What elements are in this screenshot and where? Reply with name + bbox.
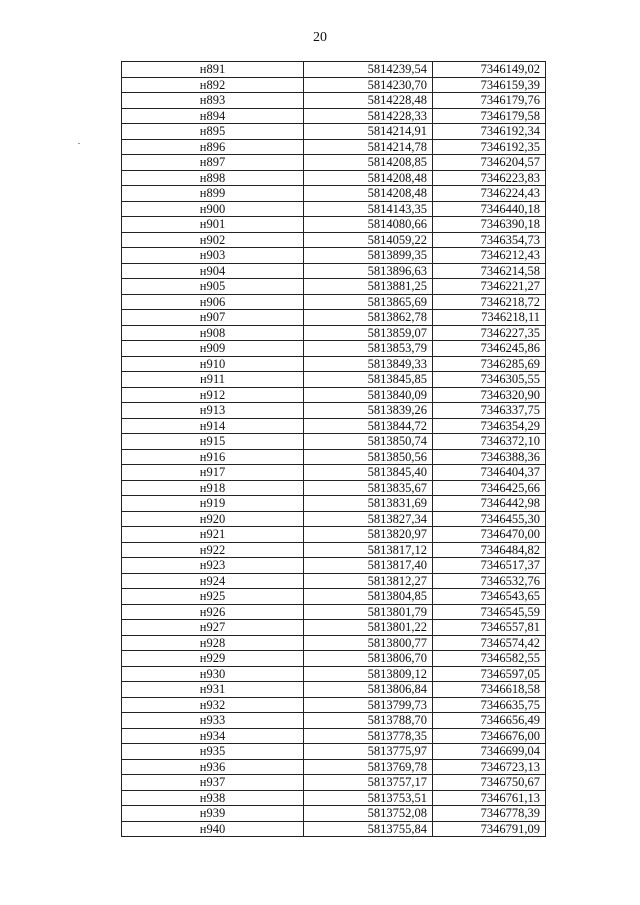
x-coordinate-cell: 5813755,84 xyxy=(304,821,433,837)
x-coordinate-cell: 5813850,74 xyxy=(304,434,433,450)
coordinates-table xyxy=(121,61,546,837)
point-id-cell: н898 xyxy=(122,170,304,186)
table-row xyxy=(122,496,546,512)
y-coordinate-cell: 7346574,42 xyxy=(433,635,546,651)
table-row xyxy=(122,744,546,760)
point-id-cell: н917 xyxy=(122,465,304,481)
table-row xyxy=(122,682,546,698)
point-id-cell: н918 xyxy=(122,480,304,496)
point-id-cell: н933 xyxy=(122,713,304,729)
table-row xyxy=(122,248,546,264)
point-id-cell: н916 xyxy=(122,449,304,465)
point-id-cell: н914 xyxy=(122,418,304,434)
table-row xyxy=(122,62,546,78)
y-coordinate-cell: 7346179,58 xyxy=(433,108,546,124)
y-coordinate-cell: 7346425,66 xyxy=(433,480,546,496)
y-coordinate-cell: 7346204,57 xyxy=(433,155,546,171)
table-row xyxy=(122,279,546,295)
y-coordinate-cell: 7346532,76 xyxy=(433,573,546,589)
table-row xyxy=(122,589,546,605)
x-coordinate-cell: 5813757,17 xyxy=(304,775,433,791)
x-coordinate-cell: 5814239,54 xyxy=(304,62,433,78)
x-coordinate-cell: 5813809,12 xyxy=(304,666,433,682)
x-coordinate-cell: 5813801,22 xyxy=(304,620,433,636)
table-row xyxy=(122,356,546,372)
x-coordinate-cell: 5813835,67 xyxy=(304,480,433,496)
x-coordinate-cell: 5813853,79 xyxy=(304,341,433,357)
x-coordinate-cell: 5813859,07 xyxy=(304,325,433,341)
y-coordinate-cell: 7346218,11 xyxy=(433,310,546,326)
x-coordinate-cell: 5813845,40 xyxy=(304,465,433,481)
x-coordinate-cell: 5813849,33 xyxy=(304,356,433,372)
y-coordinate-cell: 7346245,86 xyxy=(433,341,546,357)
x-coordinate-cell: 5813827,34 xyxy=(304,511,433,527)
y-coordinate-cell: 7346656,49 xyxy=(433,713,546,729)
table-row xyxy=(122,821,546,837)
x-coordinate-cell: 5814208,48 xyxy=(304,186,433,202)
x-coordinate-cell: 5813845,85 xyxy=(304,372,433,388)
point-id-cell: н925 xyxy=(122,589,304,605)
point-id-cell: н905 xyxy=(122,279,304,295)
table-row xyxy=(122,372,546,388)
table-row xyxy=(122,124,546,140)
table-row xyxy=(122,310,546,326)
y-coordinate-cell: 7346149,02 xyxy=(433,62,546,78)
point-id-cell: н919 xyxy=(122,496,304,512)
y-coordinate-cell: 7346212,43 xyxy=(433,248,546,264)
point-id-cell: н908 xyxy=(122,325,304,341)
x-coordinate-cell: 5813778,35 xyxy=(304,728,433,744)
x-coordinate-cell: 5813806,84 xyxy=(304,682,433,698)
x-coordinate-cell: 5814228,48 xyxy=(304,93,433,109)
y-coordinate-cell: 7346545,59 xyxy=(433,604,546,620)
point-id-cell: н894 xyxy=(122,108,304,124)
table-row xyxy=(122,139,546,155)
table-row xyxy=(122,387,546,403)
point-id-cell: н928 xyxy=(122,635,304,651)
table-row xyxy=(122,201,546,217)
y-coordinate-cell: 7346179,76 xyxy=(433,93,546,109)
table-row xyxy=(122,573,546,589)
x-coordinate-cell: 5814059,22 xyxy=(304,232,433,248)
y-coordinate-cell: 7346676,00 xyxy=(433,728,546,744)
point-id-cell: н922 xyxy=(122,542,304,558)
y-coordinate-cell: 7346159,39 xyxy=(433,77,546,93)
y-coordinate-cell: 7346723,13 xyxy=(433,759,546,775)
table-row xyxy=(122,341,546,357)
y-coordinate-cell: 7346557,81 xyxy=(433,620,546,636)
x-coordinate-cell: 5813800,77 xyxy=(304,635,433,651)
table-row xyxy=(122,186,546,202)
table-row xyxy=(122,449,546,465)
y-coordinate-cell: 7346390,18 xyxy=(433,217,546,233)
x-coordinate-cell: 5814080,66 xyxy=(304,217,433,233)
table-row xyxy=(122,651,546,667)
point-id-cell: н934 xyxy=(122,728,304,744)
table-row xyxy=(122,434,546,450)
x-coordinate-cell: 5813806,70 xyxy=(304,651,433,667)
page-number: 20 xyxy=(313,30,327,45)
point-id-cell: н893 xyxy=(122,93,304,109)
table-row xyxy=(122,480,546,496)
y-coordinate-cell: 7346192,34 xyxy=(433,124,546,140)
y-coordinate-cell: 7346305,55 xyxy=(433,372,546,388)
y-coordinate-cell: 7346470,00 xyxy=(433,527,546,543)
x-coordinate-cell: 5813812,27 xyxy=(304,573,433,589)
point-id-cell: н896 xyxy=(122,139,304,155)
table-row xyxy=(122,728,546,744)
scan-speck xyxy=(78,143,80,144)
table-row xyxy=(122,806,546,822)
y-coordinate-cell: 7346543,65 xyxy=(433,589,546,605)
x-coordinate-cell: 5813844,72 xyxy=(304,418,433,434)
point-id-cell: н923 xyxy=(122,558,304,574)
x-coordinate-cell: 5813831,69 xyxy=(304,496,433,512)
x-coordinate-cell: 5814208,85 xyxy=(304,155,433,171)
point-id-cell: н897 xyxy=(122,155,304,171)
point-id-cell: н907 xyxy=(122,310,304,326)
x-coordinate-cell: 5813769,78 xyxy=(304,759,433,775)
x-coordinate-cell: 5813862,78 xyxy=(304,310,433,326)
table-row xyxy=(122,527,546,543)
y-coordinate-cell: 7346221,27 xyxy=(433,279,546,295)
point-id-cell: н902 xyxy=(122,232,304,248)
x-coordinate-cell: 5814143,35 xyxy=(304,201,433,217)
table-row xyxy=(122,294,546,310)
x-coordinate-cell: 5814230,70 xyxy=(304,77,433,93)
x-coordinate-cell: 5813788,70 xyxy=(304,713,433,729)
x-coordinate-cell: 5814208,48 xyxy=(304,170,433,186)
table-row xyxy=(122,759,546,775)
y-coordinate-cell: 7346635,75 xyxy=(433,697,546,713)
point-id-cell: н940 xyxy=(122,821,304,837)
table-row xyxy=(122,635,546,651)
table-row xyxy=(122,511,546,527)
point-id-cell: н936 xyxy=(122,759,304,775)
table-row xyxy=(122,77,546,93)
y-coordinate-cell: 7346778,39 xyxy=(433,806,546,822)
x-coordinate-cell: 5813817,40 xyxy=(304,558,433,574)
point-id-cell: н931 xyxy=(122,682,304,698)
y-coordinate-cell: 7346440,18 xyxy=(433,201,546,217)
y-coordinate-cell: 7346372,10 xyxy=(433,434,546,450)
y-coordinate-cell: 7346227,35 xyxy=(433,325,546,341)
y-coordinate-cell: 7346750,67 xyxy=(433,775,546,791)
point-id-cell: н929 xyxy=(122,651,304,667)
point-id-cell: н909 xyxy=(122,341,304,357)
point-id-cell: н901 xyxy=(122,217,304,233)
table-row xyxy=(122,232,546,248)
point-id-cell: н920 xyxy=(122,511,304,527)
y-coordinate-cell: 7346354,29 xyxy=(433,418,546,434)
point-id-cell: н924 xyxy=(122,573,304,589)
point-id-cell: н938 xyxy=(122,790,304,806)
table-row xyxy=(122,775,546,791)
y-coordinate-cell: 7346224,43 xyxy=(433,186,546,202)
y-coordinate-cell: 7346582,55 xyxy=(433,651,546,667)
point-id-cell: н891 xyxy=(122,62,304,78)
table-row xyxy=(122,325,546,341)
point-id-cell: н903 xyxy=(122,248,304,264)
y-coordinate-cell: 7346223,83 xyxy=(433,170,546,186)
point-id-cell: н939 xyxy=(122,806,304,822)
x-coordinate-cell: 5813804,85 xyxy=(304,589,433,605)
point-id-cell: н912 xyxy=(122,387,304,403)
y-coordinate-cell: 7346192,35 xyxy=(433,139,546,155)
table-row xyxy=(122,108,546,124)
point-id-cell: н892 xyxy=(122,77,304,93)
x-coordinate-cell: 5813775,97 xyxy=(304,744,433,760)
point-id-cell: н932 xyxy=(122,697,304,713)
point-id-cell: н935 xyxy=(122,744,304,760)
y-coordinate-cell: 7346761,13 xyxy=(433,790,546,806)
table-row xyxy=(122,542,546,558)
point-id-cell: н915 xyxy=(122,434,304,450)
x-coordinate-cell: 5813820,97 xyxy=(304,527,433,543)
y-coordinate-cell: 7346597,05 xyxy=(433,666,546,682)
table-row xyxy=(122,558,546,574)
y-coordinate-cell: 7346285,69 xyxy=(433,356,546,372)
point-id-cell: н921 xyxy=(122,527,304,543)
table-row xyxy=(122,713,546,729)
x-coordinate-cell: 5814228,33 xyxy=(304,108,433,124)
point-id-cell: н911 xyxy=(122,372,304,388)
point-id-cell: н910 xyxy=(122,356,304,372)
x-coordinate-cell: 5814214,91 xyxy=(304,124,433,140)
table-row xyxy=(122,418,546,434)
x-coordinate-cell: 5813799,73 xyxy=(304,697,433,713)
table-row xyxy=(122,465,546,481)
table-row xyxy=(122,170,546,186)
y-coordinate-cell: 7346320,90 xyxy=(433,387,546,403)
x-coordinate-cell: 5813801,79 xyxy=(304,604,433,620)
table-row xyxy=(122,666,546,682)
x-coordinate-cell: 5813817,12 xyxy=(304,542,433,558)
y-coordinate-cell: 7346337,75 xyxy=(433,403,546,419)
x-coordinate-cell: 5813752,08 xyxy=(304,806,433,822)
y-coordinate-cell: 7346354,73 xyxy=(433,232,546,248)
point-id-cell: н930 xyxy=(122,666,304,682)
y-coordinate-cell: 7346484,82 xyxy=(433,542,546,558)
x-coordinate-cell: 5813896,63 xyxy=(304,263,433,279)
point-id-cell: н937 xyxy=(122,775,304,791)
x-coordinate-cell: 5813881,25 xyxy=(304,279,433,295)
point-id-cell: н913 xyxy=(122,403,304,419)
point-id-cell: н927 xyxy=(122,620,304,636)
y-coordinate-cell: 7346455,30 xyxy=(433,511,546,527)
x-coordinate-cell: 5813840,09 xyxy=(304,387,433,403)
table-row xyxy=(122,93,546,109)
point-id-cell: н899 xyxy=(122,186,304,202)
table-row xyxy=(122,604,546,620)
table-row xyxy=(122,217,546,233)
y-coordinate-cell: 7346388,36 xyxy=(433,449,546,465)
point-id-cell: н900 xyxy=(122,201,304,217)
point-id-cell: н926 xyxy=(122,604,304,620)
table-row xyxy=(122,620,546,636)
y-coordinate-cell: 7346618,58 xyxy=(433,682,546,698)
y-coordinate-cell: 7346517,37 xyxy=(433,558,546,574)
point-id-cell: н904 xyxy=(122,263,304,279)
x-coordinate-cell: 5813839,26 xyxy=(304,403,433,419)
y-coordinate-cell: 7346699,04 xyxy=(433,744,546,760)
table-row xyxy=(122,790,546,806)
x-coordinate-cell: 5813753,51 xyxy=(304,790,433,806)
x-coordinate-cell: 5813865,69 xyxy=(304,294,433,310)
table-row xyxy=(122,263,546,279)
x-coordinate-cell: 5813899,35 xyxy=(304,248,433,264)
coordinates-table-body xyxy=(122,62,546,837)
y-coordinate-cell: 7346791,09 xyxy=(433,821,546,837)
x-coordinate-cell: 5813850,56 xyxy=(304,449,433,465)
point-id-cell: н895 xyxy=(122,124,304,140)
table-row xyxy=(122,155,546,171)
x-coordinate-cell: 5814214,78 xyxy=(304,139,433,155)
y-coordinate-cell: 7346442,98 xyxy=(433,496,546,512)
y-coordinate-cell: 7346214,58 xyxy=(433,263,546,279)
table-row xyxy=(122,697,546,713)
table-row xyxy=(122,403,546,419)
y-coordinate-cell: 7346404,37 xyxy=(433,465,546,481)
y-coordinate-cell: 7346218,72 xyxy=(433,294,546,310)
point-id-cell: н906 xyxy=(122,294,304,310)
